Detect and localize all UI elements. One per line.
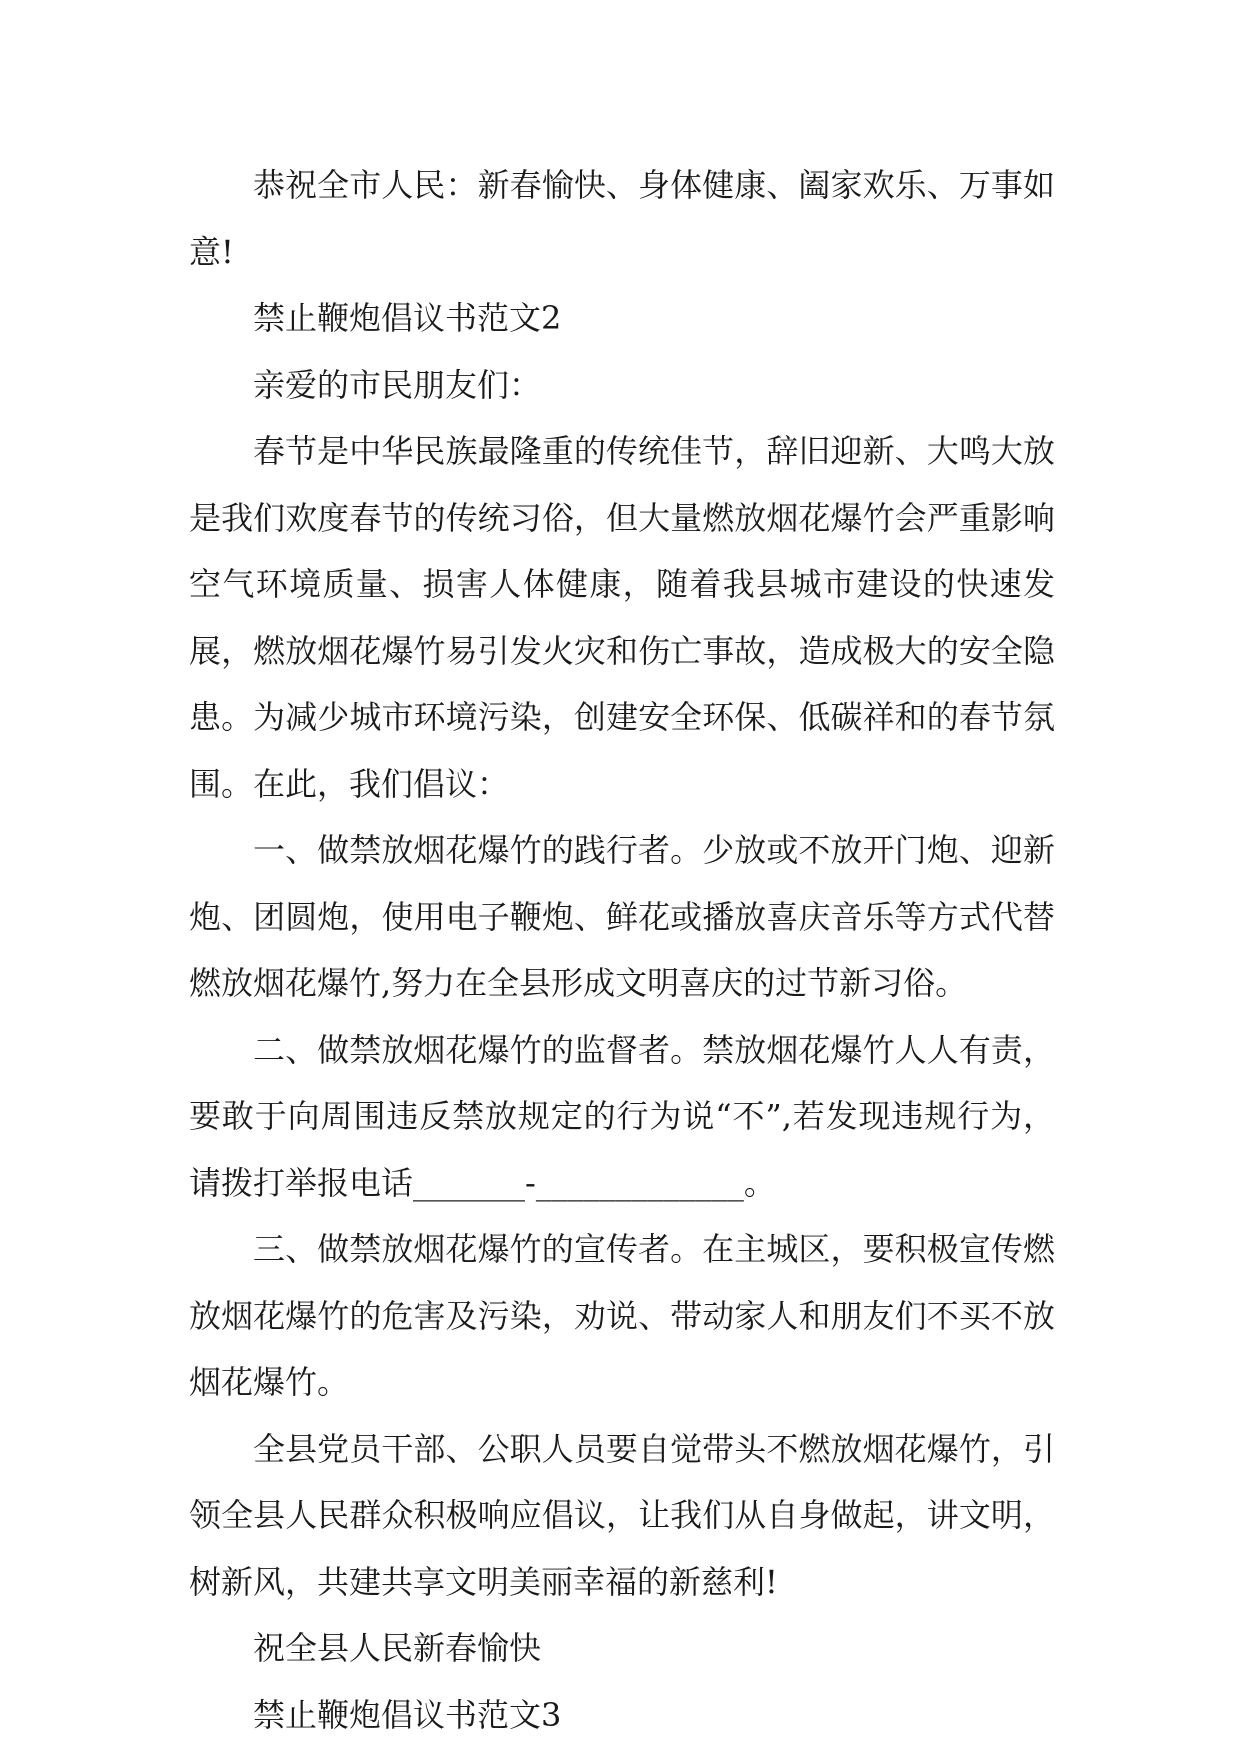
intro-paragraph: 春节是中华民族最隆重的传统佳节，辞旧迎新、大鸣大放是我们欢度春节的传统习俗，但大量燃放烟花爆竹会严重影响空气环境质量、损害人体健康，随着我县城市建设的快速发展，燃放烟花爆竹易引发火灾和伤亡事故，造成极大的安全隐患。为减少城市环境污染，创建安全环保、低碳祥和的春节氛围。在此，我们倡议：	[189, 432, 1055, 803]
closing-wish: 祝全县人民新春愉快	[253, 1629, 542, 1667]
call-to-action-paragraph: 全县党员干部、公职人员要自觉带头不燃放烟花爆竹，引领全县人民群众积极响应倡议，让我们从自身做起，讲文明，树新风，共建共享文明美丽幸福的新慈利!	[189, 1429, 1055, 1601]
document-body	[189, 152, 1055, 1748]
closing-greeting-paragraph: 恭祝全市人民：新春愉快、身体健康、阖家欢乐、万事如意!	[189, 166, 1055, 271]
section-heading-3: 禁止鞭炮倡议书范文3	[253, 1695, 562, 1734]
proposal-item-1: 一、做禁放烟花爆竹的践行者。少放或不放开门炮、迎新炮、团圆炮，使用电子鞭炮、鲜花或播放喜庆音乐等方式代替燃放烟花爆竹,努力在全县形成文明喜庆的过节新习俗。	[189, 831, 1055, 1002]
salutation: 亲爱的市民朋友们：	[253, 365, 542, 404]
proposal-item-2: 二、做禁放烟花爆竹的监督者。禁放烟花爆竹人人有责，要敢于向周围违反禁放规定的行为说“不”,若发现违规行为，请拨打举报电话_______-_____________。	[189, 1030, 1055, 1202]
section-heading-2: 禁止鞭炮倡议书范文2	[253, 299, 562, 337]
proposal-item-3: 三、做禁放烟花爆竹的宣传者。在主城区，要积极宣传燃放烟花爆竹的危害及污染，劝说、带动家人和朋友们不买不放烟花爆竹。	[189, 1230, 1055, 1401]
